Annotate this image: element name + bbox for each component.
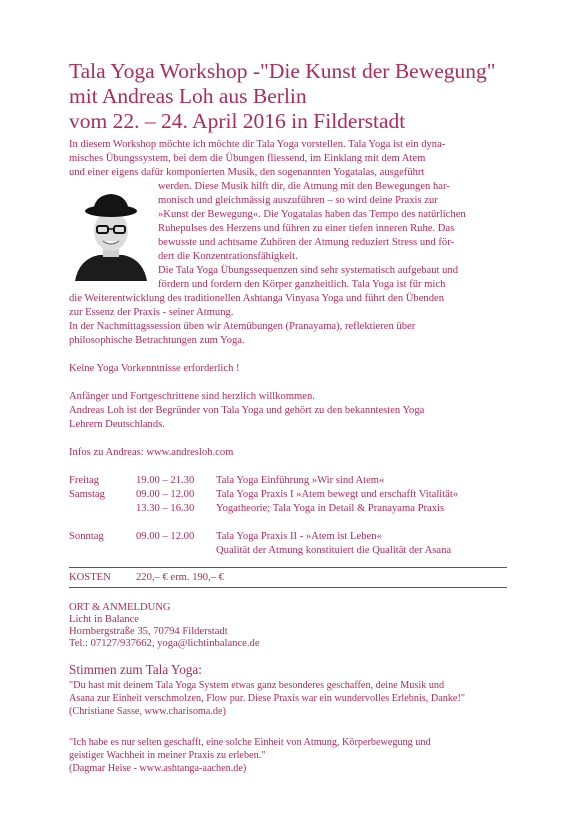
quote-author: (Dagmar Heise - www.ashtanga-aachen.de) (69, 763, 247, 774)
body-line: philosophische Betrachtungen zum Yoga. (69, 335, 245, 346)
quote-line: "Ich habe es nur selten geschafft, eine solche Einheit von Atmung, Körperbewegung und (69, 737, 431, 748)
body-line: werden. Diese Musik hilft dir, die Atmung mit den Bewegungen har- (158, 181, 450, 192)
quote-line: "Du hast mit deinem Tala Yoga System etwas ganz besonderes geschaffen, deine Musik und (69, 680, 445, 691)
divider (69, 587, 507, 588)
body-line: dert die Konzentrationsfähigkeit. (158, 251, 298, 262)
body-line: bewusste und achtsame Zuhören der Atmung reduziert Stress und för- (158, 237, 455, 248)
ort-contact[interactable]: Tel.: 07127/937662, yoga@lichtinbalance.de (69, 638, 260, 649)
portrait-photo (69, 193, 153, 281)
kosten-label: KOSTEN (69, 572, 111, 583)
body-line: Die Tala Yoga Übungssequenzen sind sehr systematisch aufgebaut und (158, 265, 459, 276)
ort-line: Licht in Balance (69, 614, 140, 625)
schedule-desc: Qualität der Atmung konstituiert die Qualität der Asana (216, 545, 452, 556)
welcome-line: Lehrern Deutschlands. (69, 419, 165, 430)
welcome-line: Andreas Loh ist der Begründer von Tala Yoga und gehört zu den bekanntesten Yoga (69, 405, 425, 416)
body-line: zur Essenz der Praxis - seiner Atmung. (69, 307, 234, 318)
schedule-time: 13.30 – 16.30 (136, 503, 195, 514)
body-line: fördern und fordern den Körper ganzheitlich. Tala Yoga ist für mich (158, 279, 446, 290)
title-line-2: mit Andreas Loh aus Berlin (69, 84, 307, 108)
no-experience-note: Keine Yoga Vorkenntnisse erforderlich ! (69, 363, 240, 374)
welcome-line: Anfänger und Fortgeschrittene sind herzlich willkommen. (69, 391, 315, 402)
schedule-day: Samstag (69, 489, 105, 500)
schedule-desc: Tala Yoga Praxis I »Atem bewegt und erschafft Vitalität« (216, 489, 459, 500)
divider (69, 567, 507, 568)
title-line-3: vom 22. – 24. April 2016 in Filderstadt (69, 109, 406, 133)
schedule-time: 19.00 – 21.30 (136, 475, 195, 486)
intro-line: und einer eigens dafür komponierten Musik, den sogenannten Yogatalas, ausgeführt (69, 167, 425, 178)
intro-line: In diesem Workshop möchte ich möchte dir Tala Yoga vorstellen. Tala Yoga ist ein dyna- (69, 139, 446, 150)
body-line: Ruhepulses des Herzens und führen zu einer tiefen inneren Ruhe. Das (158, 223, 455, 234)
ort-line: Hornbergstraße 35, 70794 Filderstadt (69, 626, 228, 637)
body-line: »Kunst der Bewegung«. Die Yogatalas haben das Tempo des natürlichen (158, 209, 466, 220)
schedule-desc: Yogatheorie; Tala Yoga in Detail & Pranayama Praxis (216, 503, 445, 514)
ort-heading: ORT & ANMELDUNG (69, 602, 171, 613)
intro-line: misches Übungssystem, bei dem die Übungen fliessend, im Einklang mit dem Atem (69, 153, 426, 164)
schedule-day: Sonntag (69, 531, 104, 542)
schedule-desc: Tala Yoga Praxis II - »Atem ist Leben« (216, 531, 382, 542)
kosten-value: 220,– € erm. 190,– € (136, 572, 224, 583)
quote-line: Asana zur Einheit verschmolzen, Flow pur. Diese Praxis war ein wundervolles Erlebnis, Danke!" (69, 693, 465, 704)
stimmen-heading: Stimmen zum Tala Yoga: (69, 662, 202, 677)
schedule-time: 09.00 – 12.00 (136, 489, 195, 500)
quote-author: (Christiane Sasse, www.charisoma.de) (69, 706, 226, 717)
schedule-day: Freitag (69, 475, 100, 486)
title-line-1: Tala Yoga Workshop -"Die Kunst der Bewegung" (69, 59, 496, 83)
body-line: monisch und gleichmässig auszuführen – so wird deine Praxis zur (158, 195, 438, 206)
info-link[interactable]: Infos zu Andreas: www.andresloh.com (69, 447, 234, 458)
body-line: In der Nachmittagssession üben wir Atemübungen (Pranayama), reflektieren über (69, 321, 416, 332)
schedule-time: 09.00 – 12.00 (136, 531, 195, 542)
body-line: die Weiterentwicklung des traditionellen Ashtanga Vinyasa Yoga und führt den Übenden (69, 293, 444, 304)
schedule-desc: Tala Yoga Einführung »Wir sind Atem« (216, 475, 385, 486)
quote-line: geistiger Wachheit in meiner Praxis zu erleben." (69, 750, 266, 761)
